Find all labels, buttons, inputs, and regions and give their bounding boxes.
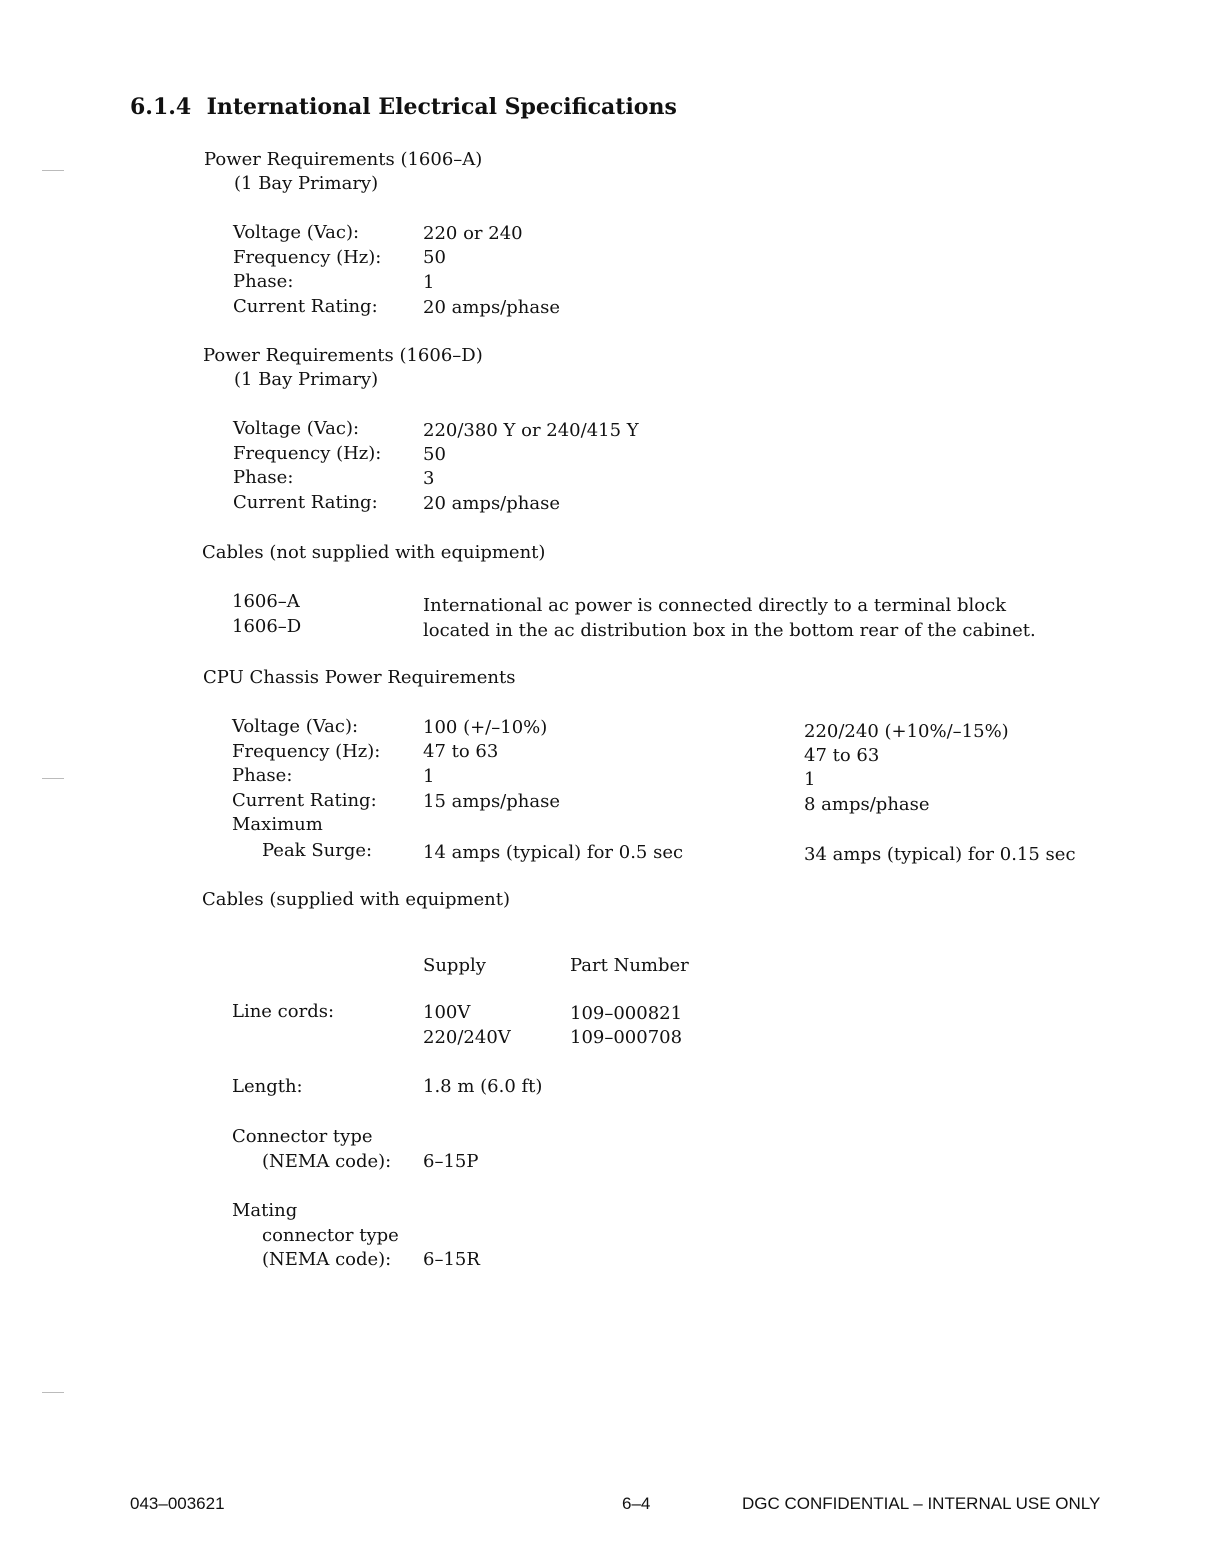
spec-label: Voltage (Vac): [233, 418, 360, 439]
cord-part-number: 109–000821 [570, 1003, 683, 1024]
peak-surge-value: 14 amps (typical) for 0.5 sec [423, 842, 684, 863]
spec-value: 220 or 240 [423, 223, 523, 244]
length-value: 1.8 m (6.0 ft) [423, 1076, 543, 1097]
spec-value: 50 [423, 444, 446, 465]
spec-label: Frequency (Hz): [233, 443, 382, 464]
model-label: 1606–D [232, 616, 302, 637]
footer-doc-number: 043–003621 [130, 1494, 225, 1513]
section-title [130, 94, 677, 120]
spec-value: 20 amps/phase [423, 297, 560, 318]
spec-value: 220/380 Y or 240/415 Y [423, 420, 639, 441]
cables-supplied-heading: Cables (supplied with equipment) [202, 889, 511, 910]
spec-label: Phase: [232, 765, 293, 786]
spec-value-alt: 47 to 63 [804, 745, 880, 766]
spec-label: Phase: [233, 467, 294, 488]
mating-label: Mating [232, 1200, 298, 1221]
maximum-label: Maximum [232, 814, 323, 835]
connector-nema-label: (NEMA code): [262, 1151, 392, 1172]
spec-value-alt: 8 amps/phase [804, 794, 930, 815]
cord-supply: 220/240V [423, 1027, 511, 1048]
spec-value: 50 [423, 247, 446, 268]
spec-value: 47 to 63 [423, 741, 499, 762]
mating-value: 6–15R [423, 1249, 480, 1270]
spec-value-alt: 1 [804, 769, 816, 790]
section-heading: International Electrical Specifications [206, 94, 677, 120]
connector-type-label: Connector type [232, 1126, 373, 1147]
mating-nema-label: (NEMA code): [262, 1249, 392, 1270]
length-label: Length: [232, 1076, 303, 1097]
spec-label: Current Rating: [233, 492, 378, 513]
cpu-heading: CPU Chassis Power Requirements [203, 667, 516, 688]
spec-label: Phase: [233, 271, 294, 292]
scan-mark [42, 170, 64, 171]
peak-surge-label: Peak Surge: [262, 840, 373, 861]
scan-mark [42, 778, 64, 779]
spec-label: Current Rating: [233, 296, 378, 317]
peak-surge-value-alt: 34 amps (typical) for 0.15 sec [804, 844, 1076, 865]
footer-confidential: DGC CONFIDENTIAL – INTERNAL USE ONLY [742, 1494, 1101, 1513]
spec-value: 3 [423, 468, 435, 489]
scan-mark [42, 1392, 64, 1393]
cord-supply: 100V [423, 1002, 471, 1023]
spec-label: Frequency (Hz): [233, 247, 382, 268]
spec-label: Voltage (Vac): [233, 222, 360, 243]
spec-label: Current Rating: [232, 790, 377, 811]
cables-text-line: International ac power is connected directly to a terminal block [423, 595, 1007, 616]
power-a-heading: Power Requirements (1606–A) [204, 149, 483, 170]
power-d-sub: (1 Bay Primary) [234, 369, 379, 390]
spec-label: Frequency (Hz): [232, 741, 381, 762]
spec-value: 15 amps/phase [423, 791, 560, 812]
column-header-part-number: Part Number [570, 955, 689, 976]
cables-text-line: located in the ac distribution box in the bottom rear of the cabinet. [423, 620, 1036, 641]
mating-connector-type-label: connector type [262, 1225, 399, 1246]
spec-value: 1 [423, 766, 435, 787]
line-cords-label: Line cords: [232, 1001, 335, 1022]
spec-value: 100 (+/–10%) [423, 717, 548, 738]
footer-page-number: 6–4 [622, 1494, 651, 1513]
spec-value: 20 amps/phase [423, 493, 560, 514]
cord-part-number: 109–000708 [570, 1027, 683, 1048]
section-number: 6.1.4 [130, 94, 192, 120]
power-d-heading: Power Requirements (1606–D) [203, 345, 483, 366]
connector-value: 6–15P [423, 1151, 479, 1172]
column-header-supply: Supply [423, 955, 486, 976]
model-label: 1606–A [232, 591, 300, 612]
cables-not-supplied-heading: Cables (not supplied with equipment) [202, 542, 546, 563]
power-a-sub: (1 Bay Primary) [234, 173, 379, 194]
spec-label: Voltage (Vac): [232, 716, 359, 737]
spec-value: 1 [423, 272, 435, 293]
spec-value-alt: 220/240 (+10%/–15%) [804, 721, 1009, 742]
